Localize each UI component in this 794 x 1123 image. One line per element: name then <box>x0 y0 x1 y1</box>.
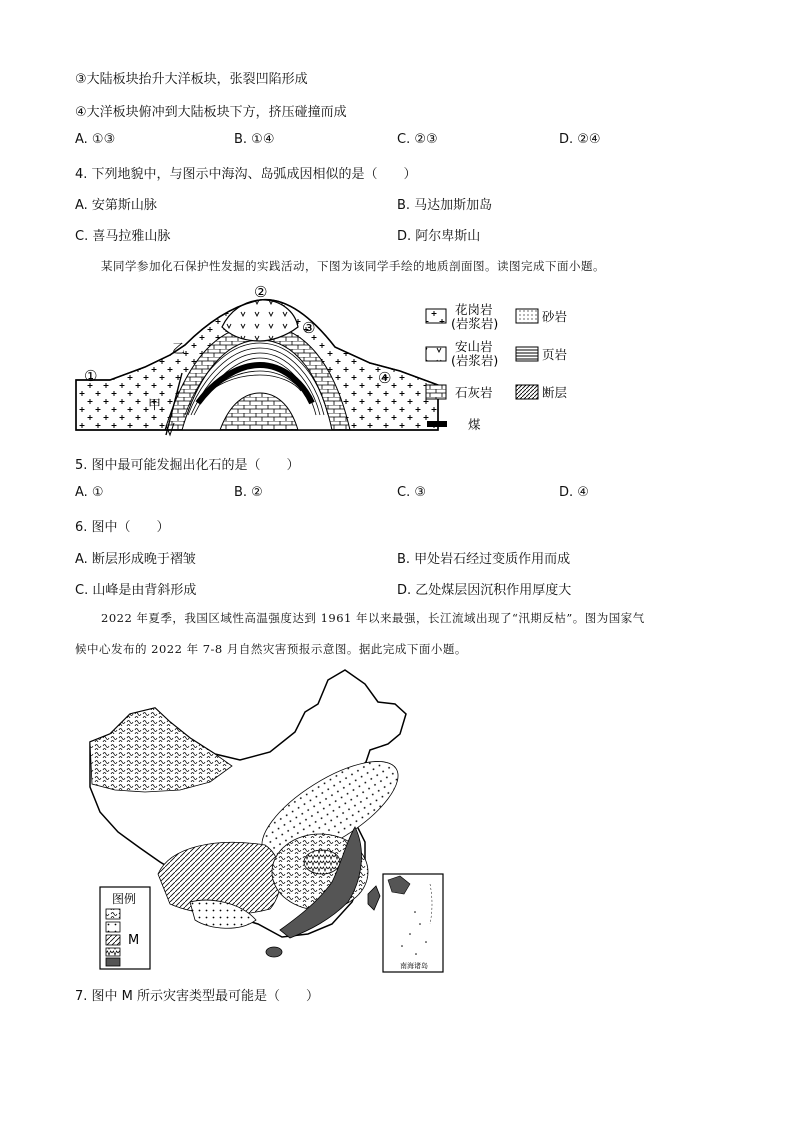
q6-option-a: A. 断层形成晚于褶皱 <box>75 552 196 567</box>
q3-statement-3: ③大陆板块抬升大洋板块，张裂凹陷形成 <box>75 72 308 87</box>
inset-label: 南海诸岛 <box>400 962 428 970</box>
legend-andesite-sub: (岩浆岩) <box>451 353 499 368</box>
q4-option-b: B. 马达加斯加岛 <box>397 198 493 213</box>
q4-option-c: C. 喜马拉雅山脉 <box>75 229 171 244</box>
geology-intro: 某同学参加化石保护性发掘的实践活动，下图为该同学手绘的地质剖面图。读图完成下面小题。 <box>101 259 605 273</box>
island-taiwan <box>368 886 380 910</box>
q3-option-a: A. ①③ <box>75 132 116 147</box>
map-legend <box>100 887 150 969</box>
label-jia: 甲 <box>148 398 162 413</box>
q4-stem: 4. 下列地貌中，与图示中海沟、岛弧成因相似的是（ ） <box>75 167 417 182</box>
q6-stem: 6. 图中（ ） <box>75 520 170 535</box>
q3-option-b: B. ①④ <box>234 132 275 147</box>
q5-stem: 5. 图中最可能发掘出化石的是（ ） <box>75 458 300 473</box>
legend-granite: 花岗岩 <box>455 302 493 317</box>
legend-andesite: 安山岩 <box>455 339 493 354</box>
legend-granite-sub: (岩浆岩) <box>451 316 499 331</box>
q5-option-b: B. ② <box>234 485 263 500</box>
legend-shale: 页岩 <box>542 347 568 362</box>
label-yi: 乙 <box>172 342 186 357</box>
q7-stem: 7. 图中 M 所示灾害类型最可能是（ ） <box>75 989 320 1004</box>
legend-fault: 断层 <box>542 385 568 400</box>
legend-sandstone: 砂岩 <box>542 309 568 324</box>
marker-2: ② <box>254 285 268 301</box>
marker-1: ① <box>84 367 98 385</box>
q6-option-c: C. 山峰是由背斜形成 <box>75 583 197 598</box>
q6-option-d: D. 乙处煤层因沉积作用厚度大 <box>397 583 572 598</box>
q5-option-d: D. ④ <box>559 485 589 500</box>
map-legend-title: 图例 <box>112 892 137 906</box>
disaster-intro-line1: 2022 年夏季，我国区域性高温强度达到 1961 年以来最强，长江流域出现了“汛期反枯”。图为国家气 <box>101 611 645 625</box>
legend-coal: 煤 <box>468 417 481 432</box>
q3-option-c: C. ②③ <box>397 132 438 147</box>
q3-option-d: D. ②④ <box>559 132 601 147</box>
q6-option-b: B. 甲处岩石经过变质作用而成 <box>397 552 571 567</box>
region-inner-zigzag <box>304 850 340 874</box>
map-legend-m: M <box>128 933 140 948</box>
disaster-intro-line2: 候中心发布的 2022 年 7-8 月自然灾害预报示意图。据此完成下面小题。 <box>75 642 467 656</box>
q3-statement-4: ④大洋板块俯冲到大陆板块下方，挤压碰撞而成 <box>75 105 347 120</box>
marker-4: ④ <box>378 369 392 387</box>
region-northwest-swirl <box>90 708 232 792</box>
q4-option-a: A. 安第斯山脉 <box>75 198 157 213</box>
geology-legend <box>426 302 568 432</box>
q5-option-c: C. ③ <box>397 485 426 500</box>
marker-3: ③ <box>302 319 316 337</box>
geologic-section-figure <box>70 285 590 445</box>
south-china-sea-inset <box>383 874 443 972</box>
q4-option-d: D. 阿尔卑斯山 <box>397 229 481 244</box>
disaster-map-figure <box>70 662 460 977</box>
q5-option-a: A. ① <box>75 485 104 500</box>
island-hainan <box>266 947 282 957</box>
legend-limestone: 石灰岩 <box>455 385 493 400</box>
